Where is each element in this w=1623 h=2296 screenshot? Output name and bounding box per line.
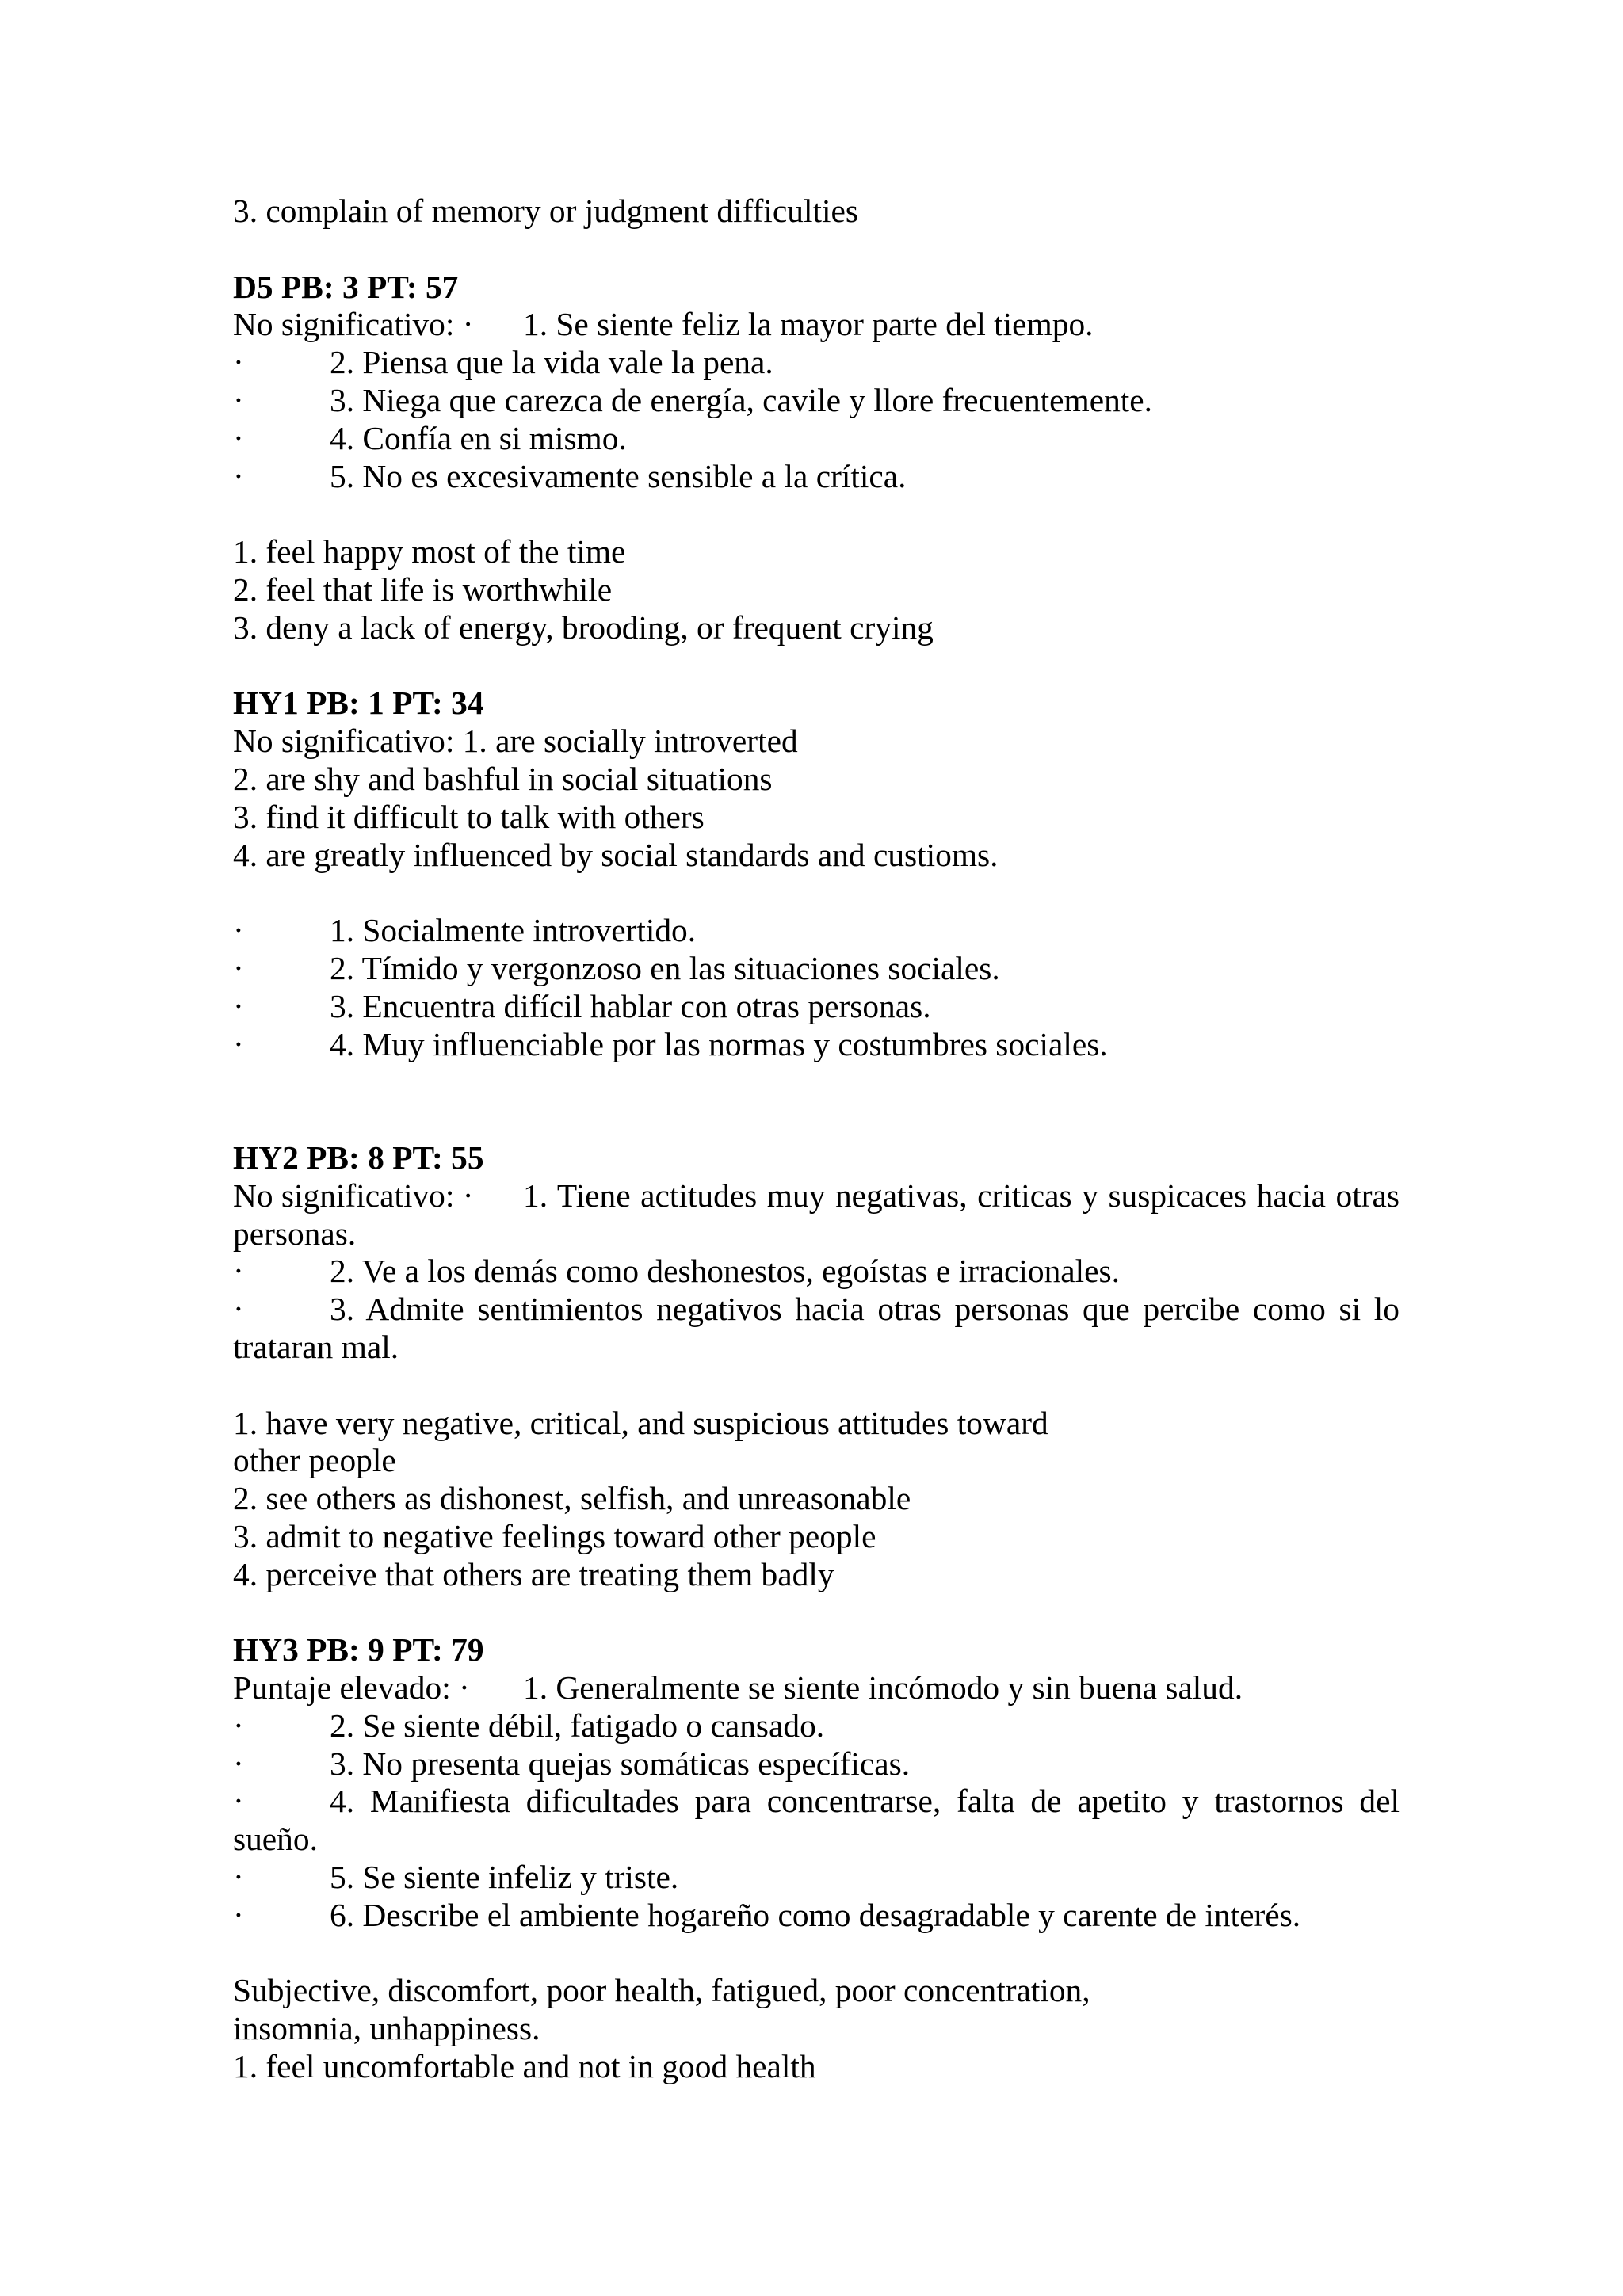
item-text: 4. Confía en si mismo.: [330, 419, 627, 456]
spanish-items: [233, 912, 1400, 1063]
list-item: [233, 1897, 1400, 1935]
bullet: ·: [233, 987, 244, 1024]
list-item: 2. feel that life is worthwhile: [233, 570, 613, 608]
list-item: [233, 1745, 1400, 1783]
list-item: 1. feel happy most of the time: [233, 533, 626, 570]
item-text: 3. Admite sentimientos negativos hacia otras personas que percibe como si lo: [330, 1291, 1400, 1328]
scale-heading: D5 PB: 3 PT: 57: [233, 268, 459, 305]
list-item: [233, 1669, 1400, 1707]
result-label: No significativo: ·: [233, 306, 474, 343]
list-item: [233, 1859, 1400, 1897]
summary-text: Subjective, discomfort, poor health, fatigued, poor concentration,: [233, 1972, 1090, 2009]
item-text: 2. Piensa que la vida vale la pena.: [330, 344, 773, 381]
list-item: [233, 420, 1400, 458]
list-item: [233, 950, 1400, 988]
bullet: ·: [233, 457, 244, 494]
bullet: ·: [233, 912, 244, 949]
item-text: 2. Se siente débil, fatigado o cansado.: [330, 1707, 825, 1744]
bullet: ·: [233, 1859, 244, 1896]
list-item: 3. deny a lack of energy, brooding, or frequent crying: [233, 608, 934, 646]
item-text: 1. Generalmente se siente incómodo y sin buena salud.: [523, 1669, 1243, 1707]
bullet: ·: [233, 344, 244, 381]
scale-heading: HY3 PB: 9 PT: 79: [233, 1631, 484, 1669]
list-item: [233, 723, 1400, 761]
result-label: No significativo:: [233, 723, 455, 760]
list-item: 3. admit to negative feelings toward other people: [233, 1517, 876, 1554]
scale-d5-section: [233, 269, 1400, 647]
item-text: 4. Muy influenciable por las normas y costumbres sociales.: [330, 1025, 1108, 1062]
bullet: ·: [233, 1707, 244, 1744]
english-items: [233, 1972, 1400, 2085]
english-items: [233, 533, 1400, 646]
scale-heading: HY1 PB: 1 PT: 34: [233, 685, 484, 722]
list-item: [233, 1026, 1400, 1064]
bullet: ·: [233, 1896, 244, 1933]
item-text: 2. Tímido y vergonzoso en las situaciones sociales.: [330, 949, 1000, 986]
item-text: 3. Niega que carezca de energía, cavile y llore frecuentemente.: [330, 381, 1152, 418]
item-text: 1. Se siente feliz la mayor parte del tiempo.: [523, 306, 1094, 343]
bullet: ·: [233, 949, 244, 986]
list-item: 4. perceive that others are treating them badly: [233, 1555, 834, 1592]
list-item: 1. have very negative, critical, and suspicious attitudes toward: [233, 1404, 1048, 1441]
item-text: 1. are socially introverted: [462, 723, 798, 760]
bullet: ·: [233, 1291, 244, 1328]
list-item: [233, 988, 1400, 1026]
list-item: [233, 1177, 1400, 1215]
list-item: 2. are shy and bashful in social situations: [233, 760, 773, 797]
item-text-continuation: sueño.: [233, 1821, 318, 1858]
scale-hy2-section: [233, 1139, 1400, 1594]
bullet: ·: [233, 1253, 244, 1290]
scale-hy1-section: [233, 685, 1400, 1063]
item-text-continuation: other people: [233, 1442, 396, 1479]
list-item: [233, 1707, 1400, 1745]
list-item: [233, 306, 1400, 344]
list-item: 3. find it difficult to talk with others: [233, 798, 705, 835]
list-item: [233, 458, 1400, 496]
list-item: [233, 1291, 1400, 1329]
item-text: 1. Tiene actitudes muy negativas, criticas y suspicaces hacia otras: [523, 1177, 1400, 1214]
item-text-continuation: trataran mal.: [233, 1328, 399, 1365]
item-text-continuation: personas.: [233, 1215, 357, 1252]
item-text: 6. Describe el ambiente hogareño como desagradable y carente de interés.: [330, 1896, 1301, 1933]
document-body: [233, 193, 1400, 2086]
scale-hy3-section: [233, 1631, 1400, 2086]
list-item: [233, 1783, 1400, 1821]
bullet: ·: [233, 381, 244, 418]
list-item: [233, 912, 1400, 950]
list-item: 2. see others as dishonest, selfish, and unreasonable: [233, 1480, 911, 1517]
item-text: 5. Se siente infeliz y triste.: [330, 1859, 679, 1896]
result-label: Puntaje elevado: ·: [233, 1669, 470, 1707]
bullet: ·: [233, 419, 244, 456]
item-text: 2. Ve a los demás como deshonestos, egoístas e irracionales.: [330, 1253, 1120, 1290]
item-text: 3. Encuentra difícil hablar con otras personas.: [330, 987, 931, 1024]
list-item: 4. are greatly influenced by social standards and custioms.: [233, 836, 999, 873]
list-item: 1. feel uncomfortable and not in good health: [233, 2048, 816, 2085]
scale-heading: HY2 PB: 8 PT: 55: [233, 1138, 484, 1176]
result-label: No significativo: ·: [233, 1177, 474, 1214]
list-item: [233, 382, 1400, 420]
bullet: ·: [233, 1745, 244, 1782]
item-text: 4. Manifiesta dificultades para concentrarse, falta de apetito y trastornos del: [330, 1783, 1400, 1820]
item-text: 1. Socialmente introvertido.: [330, 912, 697, 949]
list-item: [233, 1253, 1400, 1291]
summary-text-continuation: insomnia, unhappiness.: [233, 2010, 540, 2047]
continued-list-item: 3. complain of memory or judgment difficulties: [233, 193, 858, 229]
list-item: [233, 344, 1400, 382]
bullet: ·: [233, 1783, 244, 1820]
item-text: 3. No presenta quejas somáticas específicas.: [330, 1745, 911, 1782]
bullet: ·: [233, 1025, 244, 1062]
english-items: [233, 1405, 1400, 1594]
item-text: 5. No es excesivamente sensible a la crítica.: [330, 457, 907, 494]
